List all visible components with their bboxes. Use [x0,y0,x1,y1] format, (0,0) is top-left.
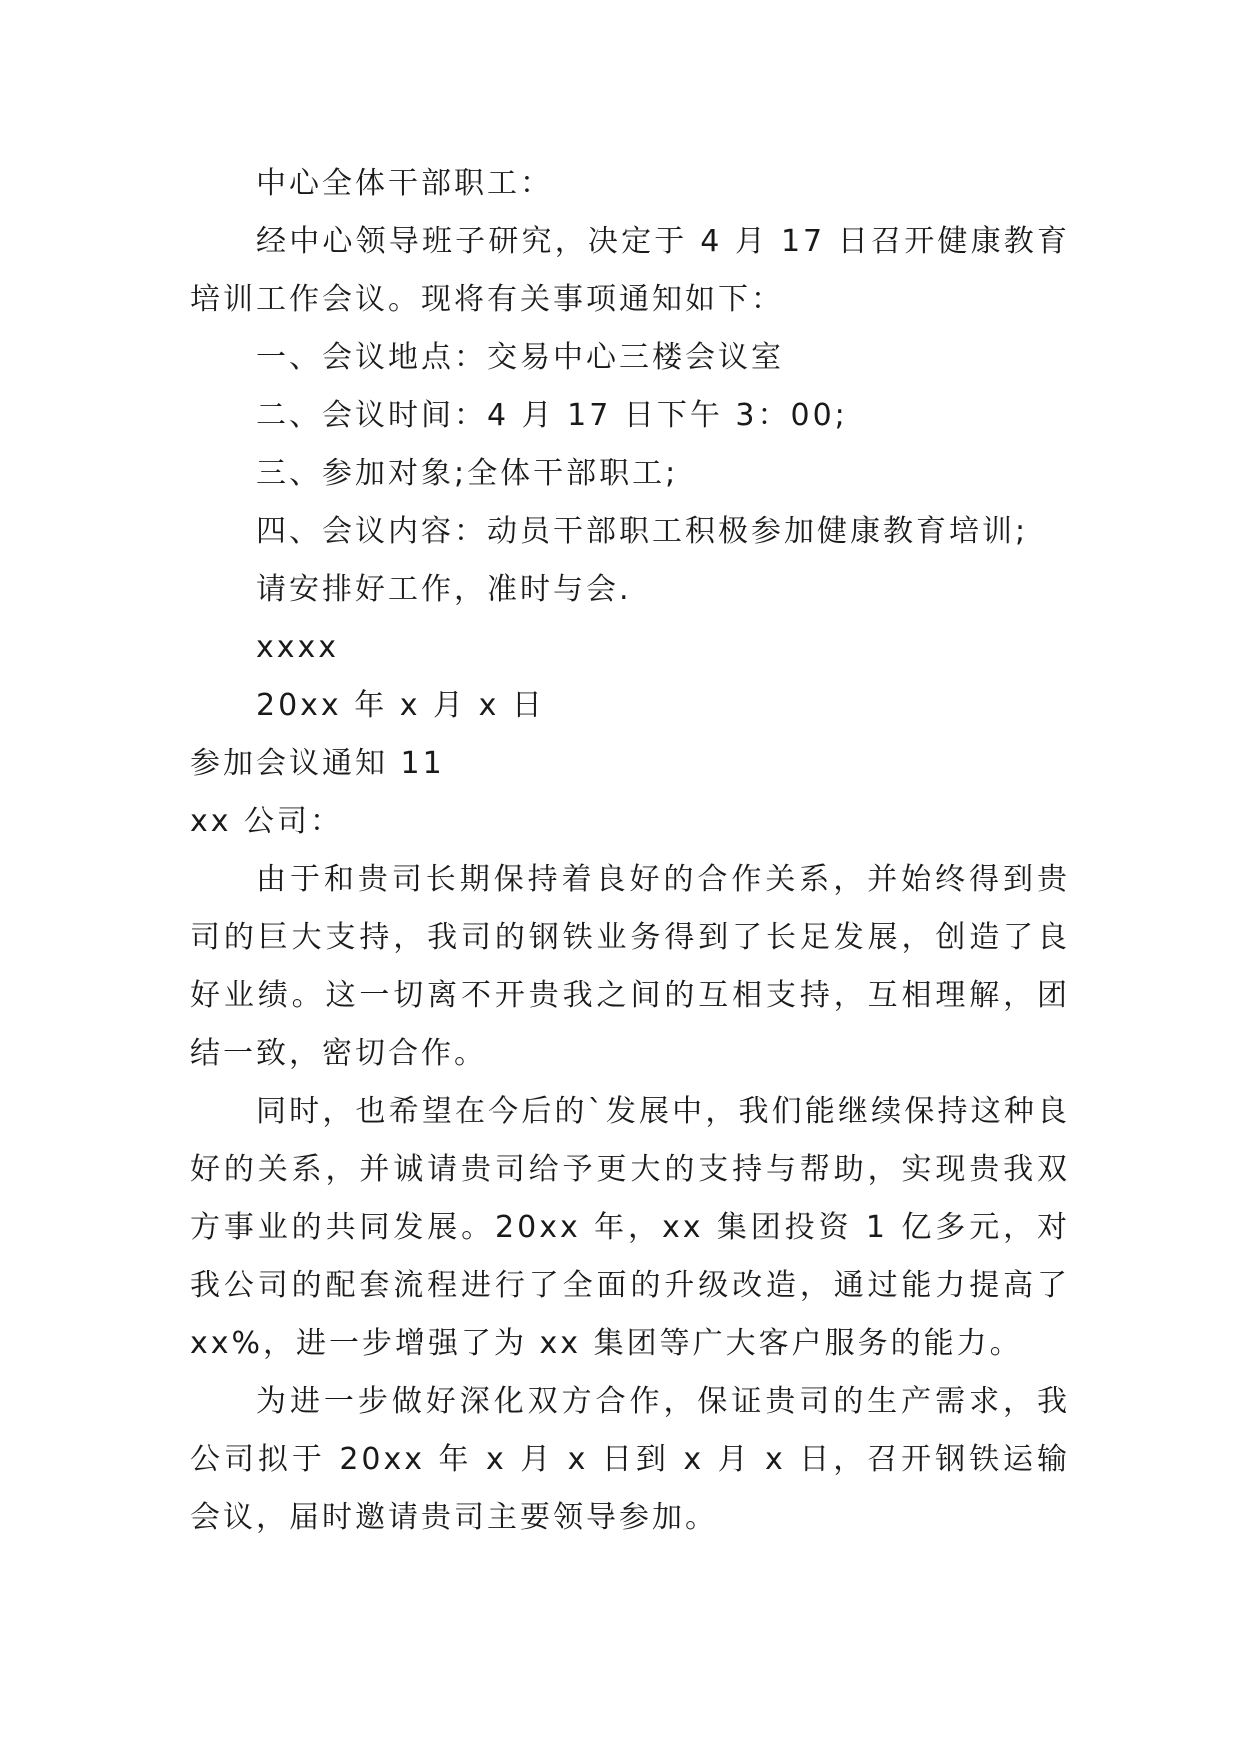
document-body [190,155,1070,1547]
notice1-item-content: 四、会议内容：动员干部职工积极参加健康教育培训; [256,514,1029,549]
notice2-salutation: xx 公司： [190,804,344,839]
notice2-title: 参加会议通知 11 [190,746,445,781]
notice1-salutation: 中心全体干部职工： [256,166,553,201]
notice2-paragraph-3: 为进一步做好深化双方合作，保证贵司的生产需求，我公司拟于 20xx 年 x 月 x 日到 x 月 x 日，召开钢铁运输会议，届时邀请贵司主要领导参加。 [190,1384,1070,1535]
notice2-paragraph-1: 由于和贵司长期保持着良好的合作关系，并始终得到贵司的巨大支持，我司的钢铁业务得到了长足发展，创造了良好业绩。这一切离不开贵我之间的互相支持，互相理解，团结一致，密切合作。 [190,862,1070,1071]
notice2-paragraph-2: 同时，也希望在今后的`发展中，我们能继续保持这种良好的关系，并诚请贵司给予更大的支持与帮助，实现贵我双方事业的共同发展。20xx 年，xx 集团投资 1 亿多元，对我公司的配套流程进行了全面的升级改造，通过能力提高了 xx%，进一步增强了为 xx 集团等广大客户服务的能力。 [190,1094,1070,1361]
notice1-date: 20xx 年 x 月 x 日 [256,688,545,723]
notice1-intro: 经中心领导班子研究，决定于 4 月 17 日召开健康教育培训工作会议。现将有关事项通知如下： [190,224,1070,317]
notice1-signature: xxxx [256,630,340,665]
notice1-item-time: 二、会议时间：4 月 17 日下午 3：00; [256,398,848,433]
notice1-closing: 请安排好工作，准时与会. [256,572,632,607]
notice1-item-location: 一、会议地点：交易中心三楼会议室 [256,340,784,375]
notice1-item-attendees: 三、参加对象;全体干部职工; [256,456,679,491]
